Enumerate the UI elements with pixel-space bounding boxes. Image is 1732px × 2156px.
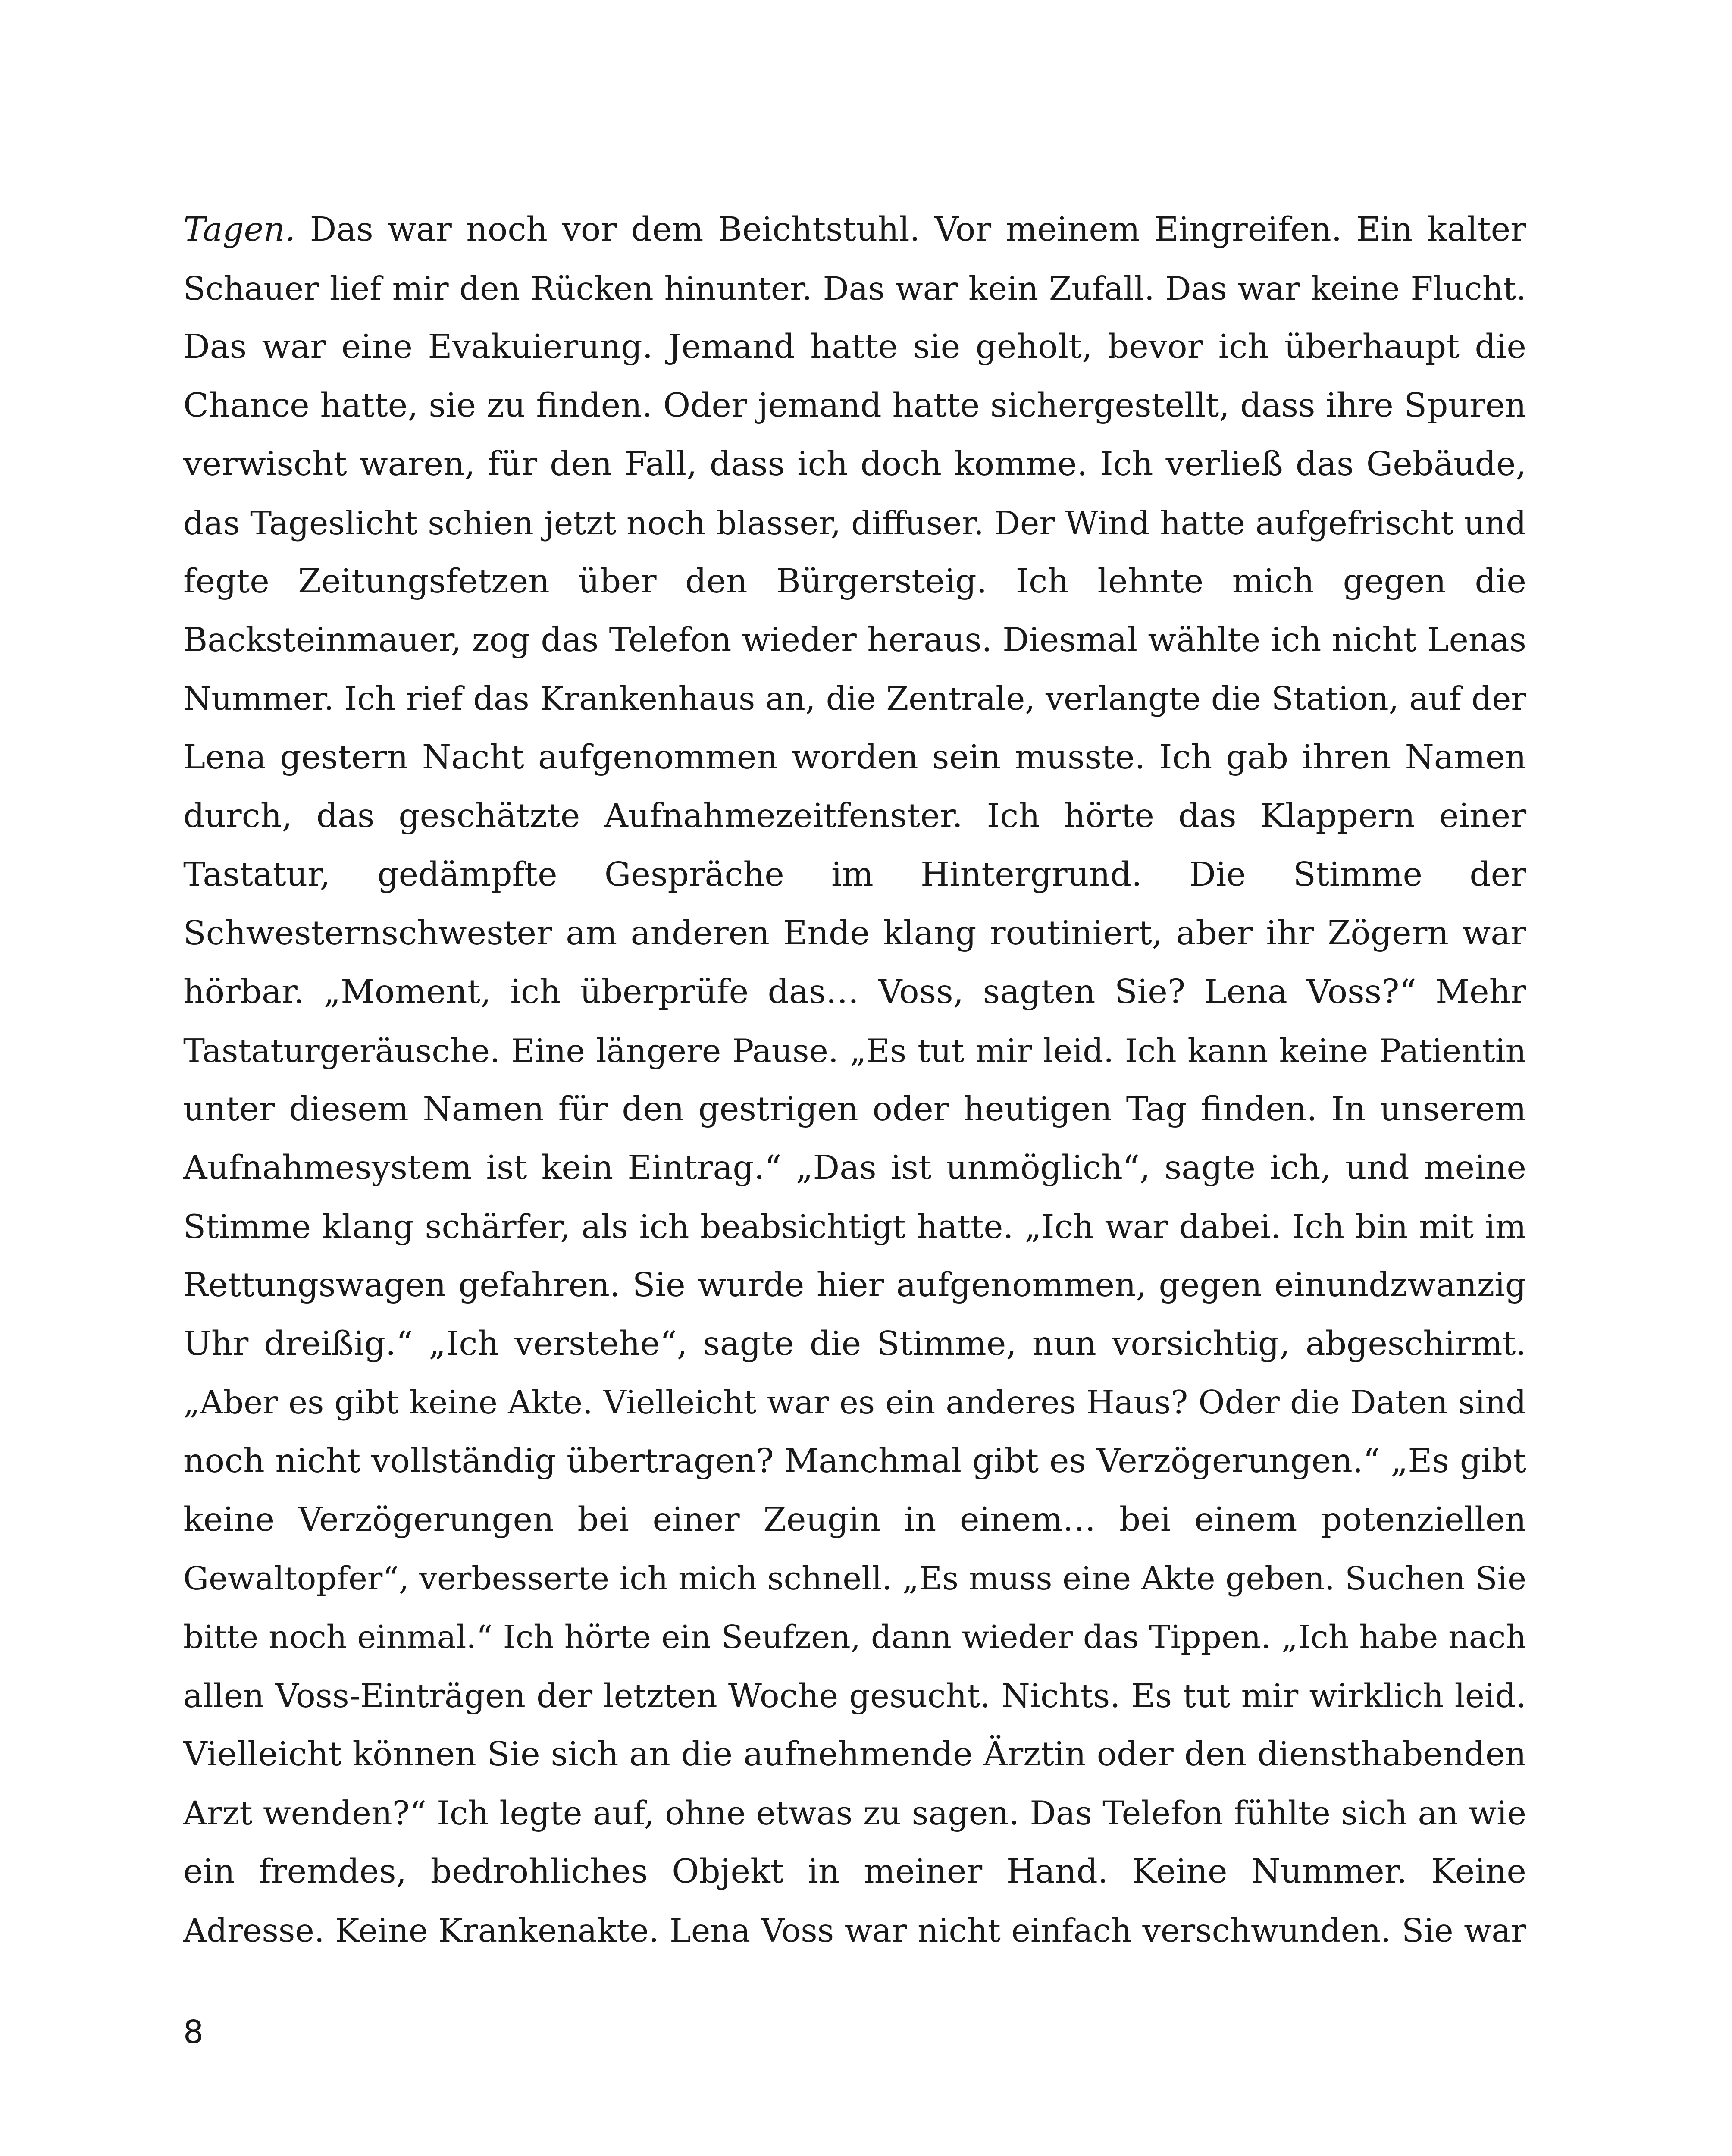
text-line: fegte Zeitungsfetzen über den Bürgersteig. Ich lehnte mich gegen die (183, 562, 1526, 601)
text-line: Das war eine Evakuierung. Jemand hatte sie geholt, bevor ich überhaupt die (183, 328, 1526, 366)
text-line: bitte noch einmal.“ Ich hörte ein Seufzen, dann wieder das Tippen. „Ich habe nach (183, 1619, 1526, 1656)
text-line: Aufnahmesystem ist kein Eintrag.“ „Das ist unmöglich“, sagte ich, und meine (183, 1149, 1526, 1187)
text-line: Tastatur, gedämpfte Gespräche im Hintergrund. Die Stimme der (183, 856, 1526, 894)
text-line: ein fremdes, bedrohliches Objekt in meiner Hand. Keine Nummer. Keine (183, 1852, 1526, 1891)
text-line: Stimme klang schärfer, als ich beabsichtigt hatte. „Ich war dabei. Ich bin mit im (183, 1207, 1526, 1246)
text-line: Vielleicht können Sie sich an die aufnehmende Ärztin oder den diensthabenden (183, 1735, 1526, 1774)
text-line: verwischt waren, für den Fall, dass ich doch komme. Ich verließ das Gebäude, (183, 445, 1526, 483)
text-line: Gewaltopfer“, verbesserte ich mich schnell. „Es muss eine Akte geben. Suchen Sie (183, 1560, 1526, 1597)
text-line: das Tageslicht schien jetzt noch blasser, diffuser. Der Wind hatte aufgefrischt und (183, 504, 1526, 542)
text-line: noch nicht vollständig übertragen? Manchmal gibt es Verzögerungen.“ „Es gibt (183, 1442, 1526, 1480)
text-line-rest: Das war noch vor dem Beichtstuhl. Vor meinem Eingreifen. Ein kalter (295, 210, 1526, 249)
text-line (183, 201, 1526, 259)
body-text (183, 201, 1526, 1960)
text-line: „Aber es gibt keine Akte. Vielleicht war es ein anderes Haus? Oder die Daten sind (183, 1384, 1526, 1421)
text-line: keine Verzögerungen bei einer Zeugin in einem… bei einem potenziellen (183, 1501, 1526, 1539)
text-line: hörbar. „Moment, ich überprüfe das… Voss, sagten Sie? Lena Voss?“ Mehr (183, 973, 1526, 1011)
text-line: Chance hatte, sie zu finden. Oder jemand hatte sichergestellt, dass ihre Spuren (183, 386, 1526, 425)
text-line: Tastaturgeräusche. Eine längere Pause. „Es tut mir leid. Ich kann keine Patientin (183, 1032, 1526, 1070)
text-line: Schauer lief mir den Rücken hinunter. Das war kein Zufall. Das war keine Flucht. (183, 270, 1526, 307)
text-line: Schwesternschwester am anderen Ende klang routiniert, aber ihr Zögern war (183, 914, 1526, 953)
text-line: Backsteinmauer, zog das Telefon wieder heraus. Diesmal wählte ich nicht Lenas (183, 621, 1526, 659)
text-line: Uhr dreißig.“ „Ich verstehe“, sagte die Stimme, nun vorsichtig, abgeschirmt. (183, 1325, 1526, 1363)
text-line: Lena gestern Nacht aufgenommen worden sein musste. Ich gab ihren Namen (183, 738, 1526, 777)
text-line: allen Voss-Einträgen der letzten Woche gesucht. Nichts. Es tut mir wirklich leid. (183, 1677, 1526, 1715)
italic-word: Tagen. (183, 210, 296, 249)
text-line: Adresse. Keine Krankenakte. Lena Voss war nicht einfach verschwunden. Sie war (183, 1912, 1526, 1949)
text-line: Rettungswagen gefahren. Sie wurde hier aufgenommen, gegen einundzwanzig (183, 1266, 1526, 1304)
page-number: 8 (183, 2014, 204, 2051)
text-line: unter diesem Namen für den gestrigen oder heutigen Tag finden. In unserem (183, 1090, 1526, 1128)
text-line: Nummer. Ich rief das Krankenhaus an, die Zentrale, verlangte die Station, auf der (183, 680, 1526, 718)
text-line: durch, das geschätzte Aufnahmezeitfenster. Ich hörte das Klappern einer (183, 797, 1526, 835)
text-line: Arzt wenden?“ Ich legte auf, ohne etwas zu sagen. Das Telefon fühlte sich an wie (183, 1794, 1526, 1832)
